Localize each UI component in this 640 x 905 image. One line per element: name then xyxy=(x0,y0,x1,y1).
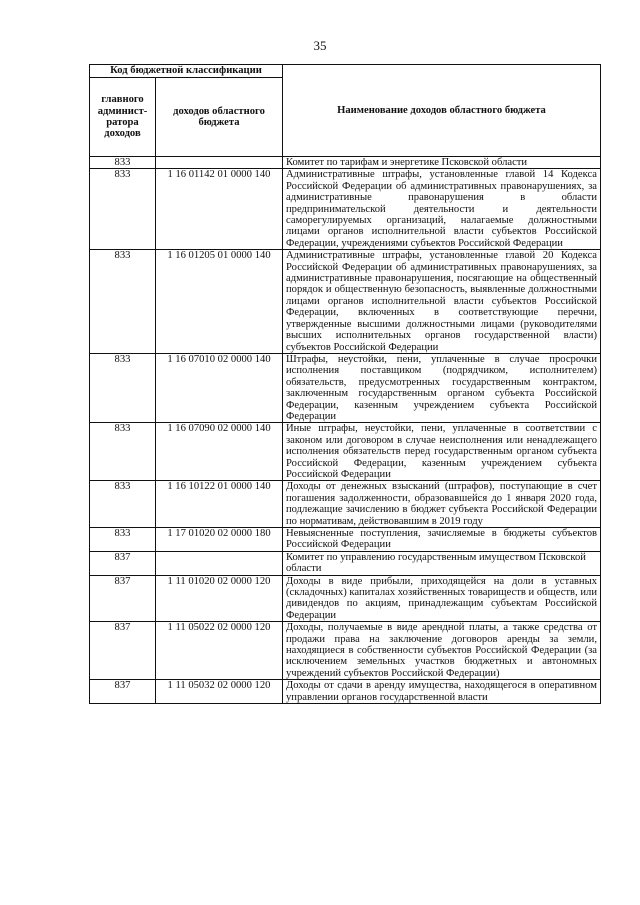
admin-code-cell: 837 xyxy=(90,575,156,622)
table-row xyxy=(90,528,601,552)
table-row xyxy=(90,353,601,422)
admin-code-cell: 837 xyxy=(90,680,156,704)
header-budget-code: Код бюджетной классификации xyxy=(90,65,283,78)
page-number: 35 xyxy=(313,38,327,53)
income-code-cell: 1 16 07090 02 0000 140 xyxy=(156,423,283,481)
committee-name-cell: Комитет по управлению государственным имуществом Псковской области xyxy=(283,551,601,575)
income-name-cell: Иные штрафы, неустойки, пени, уплаченные в соответствии с законом или договором в случае неисполнения или ненадлежащего исполнения обязательств перед государственным органом субъекта Российской Федерации, казенным учреждением субъекта Российской Федерации xyxy=(283,423,601,481)
table-row xyxy=(90,622,601,680)
admin-code-cell: 833 xyxy=(90,157,156,169)
admin-code-cell: 833 xyxy=(90,528,156,552)
income-name-cell: Доходы в виде прибыли, приходящейся на доли в уставных (складочных) капиталах хозяйственных товариществ и обществ, или дивидендов по акциям, принадлежащим субъектам Российской Федерации xyxy=(283,575,601,622)
table-row xyxy=(90,481,601,528)
table-header xyxy=(90,65,601,157)
admin-code-cell: 833 xyxy=(90,423,156,481)
admin-code-cell: 837 xyxy=(90,551,156,575)
committee-row xyxy=(90,157,601,169)
table-row xyxy=(90,169,601,250)
income-code-cell: 1 11 01020 02 0000 120 xyxy=(156,575,283,622)
income-name-cell: Невыясненные поступления, зачисляемые в бюджеты субъектов Российской Федерации xyxy=(283,528,601,552)
income-name-cell: Административные штрафы, установленные главой 14 Кодекса Российской Федерации об административных правонарушениях, за административные правонарушения в области предпринимательской деятельности и деятельности саморегулируемых организаций, налагаемые должностными лицами органов исполнительной власти субъектов Российской Федерации, учреждениями субъектов Российской Федерации xyxy=(283,169,601,250)
income-code-cell: 1 16 10122 01 0000 140 xyxy=(156,481,283,528)
income-code-cell: 1 11 05022 02 0000 120 xyxy=(156,622,283,680)
income-name-cell: Штрафы, неустойки, пени, уплаченные в случае просрочки исполнения поставщиком (подрядчиком, исполнителем) обязательств, предусмотренных государственным контрактом, заключенным государственным органом субъекта Российской Федерации, казенным учреждением субъекта Российской Федерации xyxy=(283,353,601,422)
admin-code-cell: 833 xyxy=(90,169,156,250)
committee-row xyxy=(90,551,601,575)
income-code-cell: 1 11 05032 02 0000 120 xyxy=(156,680,283,704)
table-body xyxy=(90,157,601,704)
admin-code-cell: 833 xyxy=(90,353,156,422)
income-code-cell: 1 16 01205 01 0000 140 xyxy=(156,250,283,354)
income-code-cell: 1 16 07010 02 0000 140 xyxy=(156,353,283,422)
income-name-cell: Доходы от сдачи в аренду имущества, находящегося в оперативном управлении органов государственной власти xyxy=(283,680,601,704)
table-row xyxy=(90,423,601,481)
income-name-cell: Доходы от денежных взысканий (штрафов), поступающие в счет погашения задолженности, образовавшейся до 1 января 2020 года, подлежащие зачислению в бюджет субъекта Российской Федерации по нормативам, действовавшим в 2019 году xyxy=(283,481,601,528)
budget-classification-table xyxy=(89,64,601,704)
header-income-code: доходов областного бюджета xyxy=(156,78,283,157)
header-income-name: Наименование доходов областного бюджета xyxy=(283,65,601,157)
table-row xyxy=(90,575,601,622)
table-row xyxy=(90,680,601,704)
committee-name-cell: Комитет по тарифам и энергетике Псковской области xyxy=(283,157,601,169)
table-row xyxy=(90,250,601,354)
income-code-cell xyxy=(156,551,283,575)
income-name-cell: Доходы, получаемые в виде арендной платы, а также средства от продажи права на заключение договоров аренды за земли, находящиеся в собственности субъектов Российской Федерации (за исключением земельных участков бюджетных и автономных учреждений субъектов Российской Федерации) xyxy=(283,622,601,680)
admin-code-cell: 837 xyxy=(90,622,156,680)
admin-code-cell: 833 xyxy=(90,481,156,528)
income-code-cell: 1 17 01020 02 0000 180 xyxy=(156,528,283,552)
admin-code-cell: 833 xyxy=(90,250,156,354)
income-code-cell: 1 16 01142 01 0000 140 xyxy=(156,169,283,250)
income-name-cell: Административные штрафы, установленные главой 20 Кодекса Российской Федерации об административных правонарушениях, за административные правонарушения, посягающие на общественный порядок и общественную безопасность, выявленные должностными лицами органов исполнительной власти субъектов Российской Федерации, включенных в соответствующие перечни, утвержденные высшими должностными лицами (руководителями высших исполнительных органов государственной власти) субъектов Российской Федерации xyxy=(283,250,601,354)
header-admin: главного админист-ратора доходов xyxy=(90,78,156,157)
income-code-cell xyxy=(156,157,283,169)
